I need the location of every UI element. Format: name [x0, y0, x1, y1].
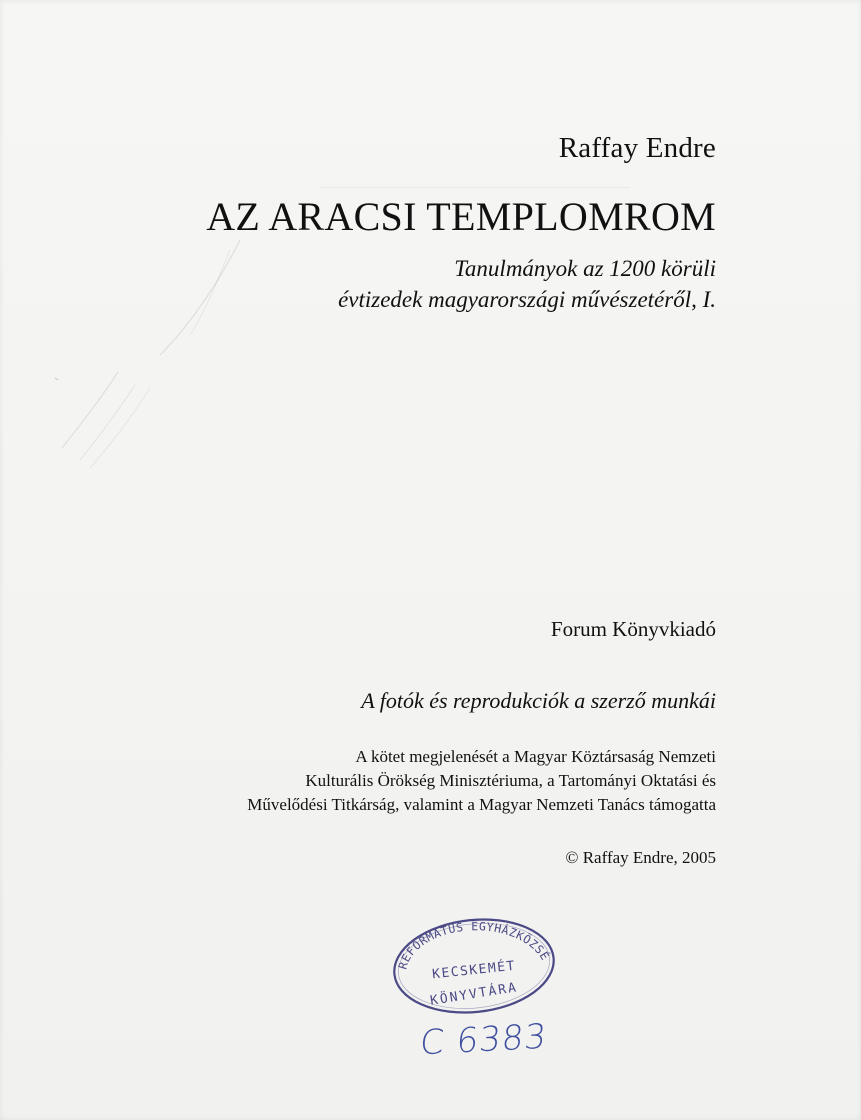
library-stamp: [388, 910, 560, 1021]
book-subtitle: [338, 253, 716, 315]
subtitle-line: évtizedek magyarországi művészetéről, I.: [338, 287, 716, 312]
support-line: A kötet megjelenését a Magyar Köztársaság Nemzeti: [355, 747, 716, 766]
support-statement: [247, 745, 716, 817]
stamp-library: KÖNYVTÁRA: [429, 980, 519, 1009]
subtitle-line: Tanulmányok az 1200 körüli: [454, 256, 716, 281]
faint-rule: [320, 187, 630, 188]
support-line: Kulturális Örökség Minisztériuma, a Tartományi Oktatási és: [305, 771, 716, 790]
author-name: Raffay Endre: [558, 132, 716, 164]
handwritten-call-number: C 6383: [418, 1016, 549, 1064]
book-title: AZ ARACSI TEMPLOMROM: [206, 194, 716, 239]
photo-credit-note: A fotók és reprodukciók a szerző munkái: [361, 688, 716, 713]
stamp-city: KECSKEMÉT: [431, 958, 517, 983]
stamp-oval: [388, 910, 560, 1016]
publisher-name: Forum Könyvkiadó: [550, 617, 716, 641]
support-line: Művelődési Titkárság, valamint a Magyar Nemzeti Tanács támogatta: [247, 795, 716, 814]
copyright-notice: © Raffay Endre, 2005: [565, 848, 716, 867]
stamp-outer-text: REFORMATUS EGYHÁZKÖZSÉ: [395, 919, 553, 971]
